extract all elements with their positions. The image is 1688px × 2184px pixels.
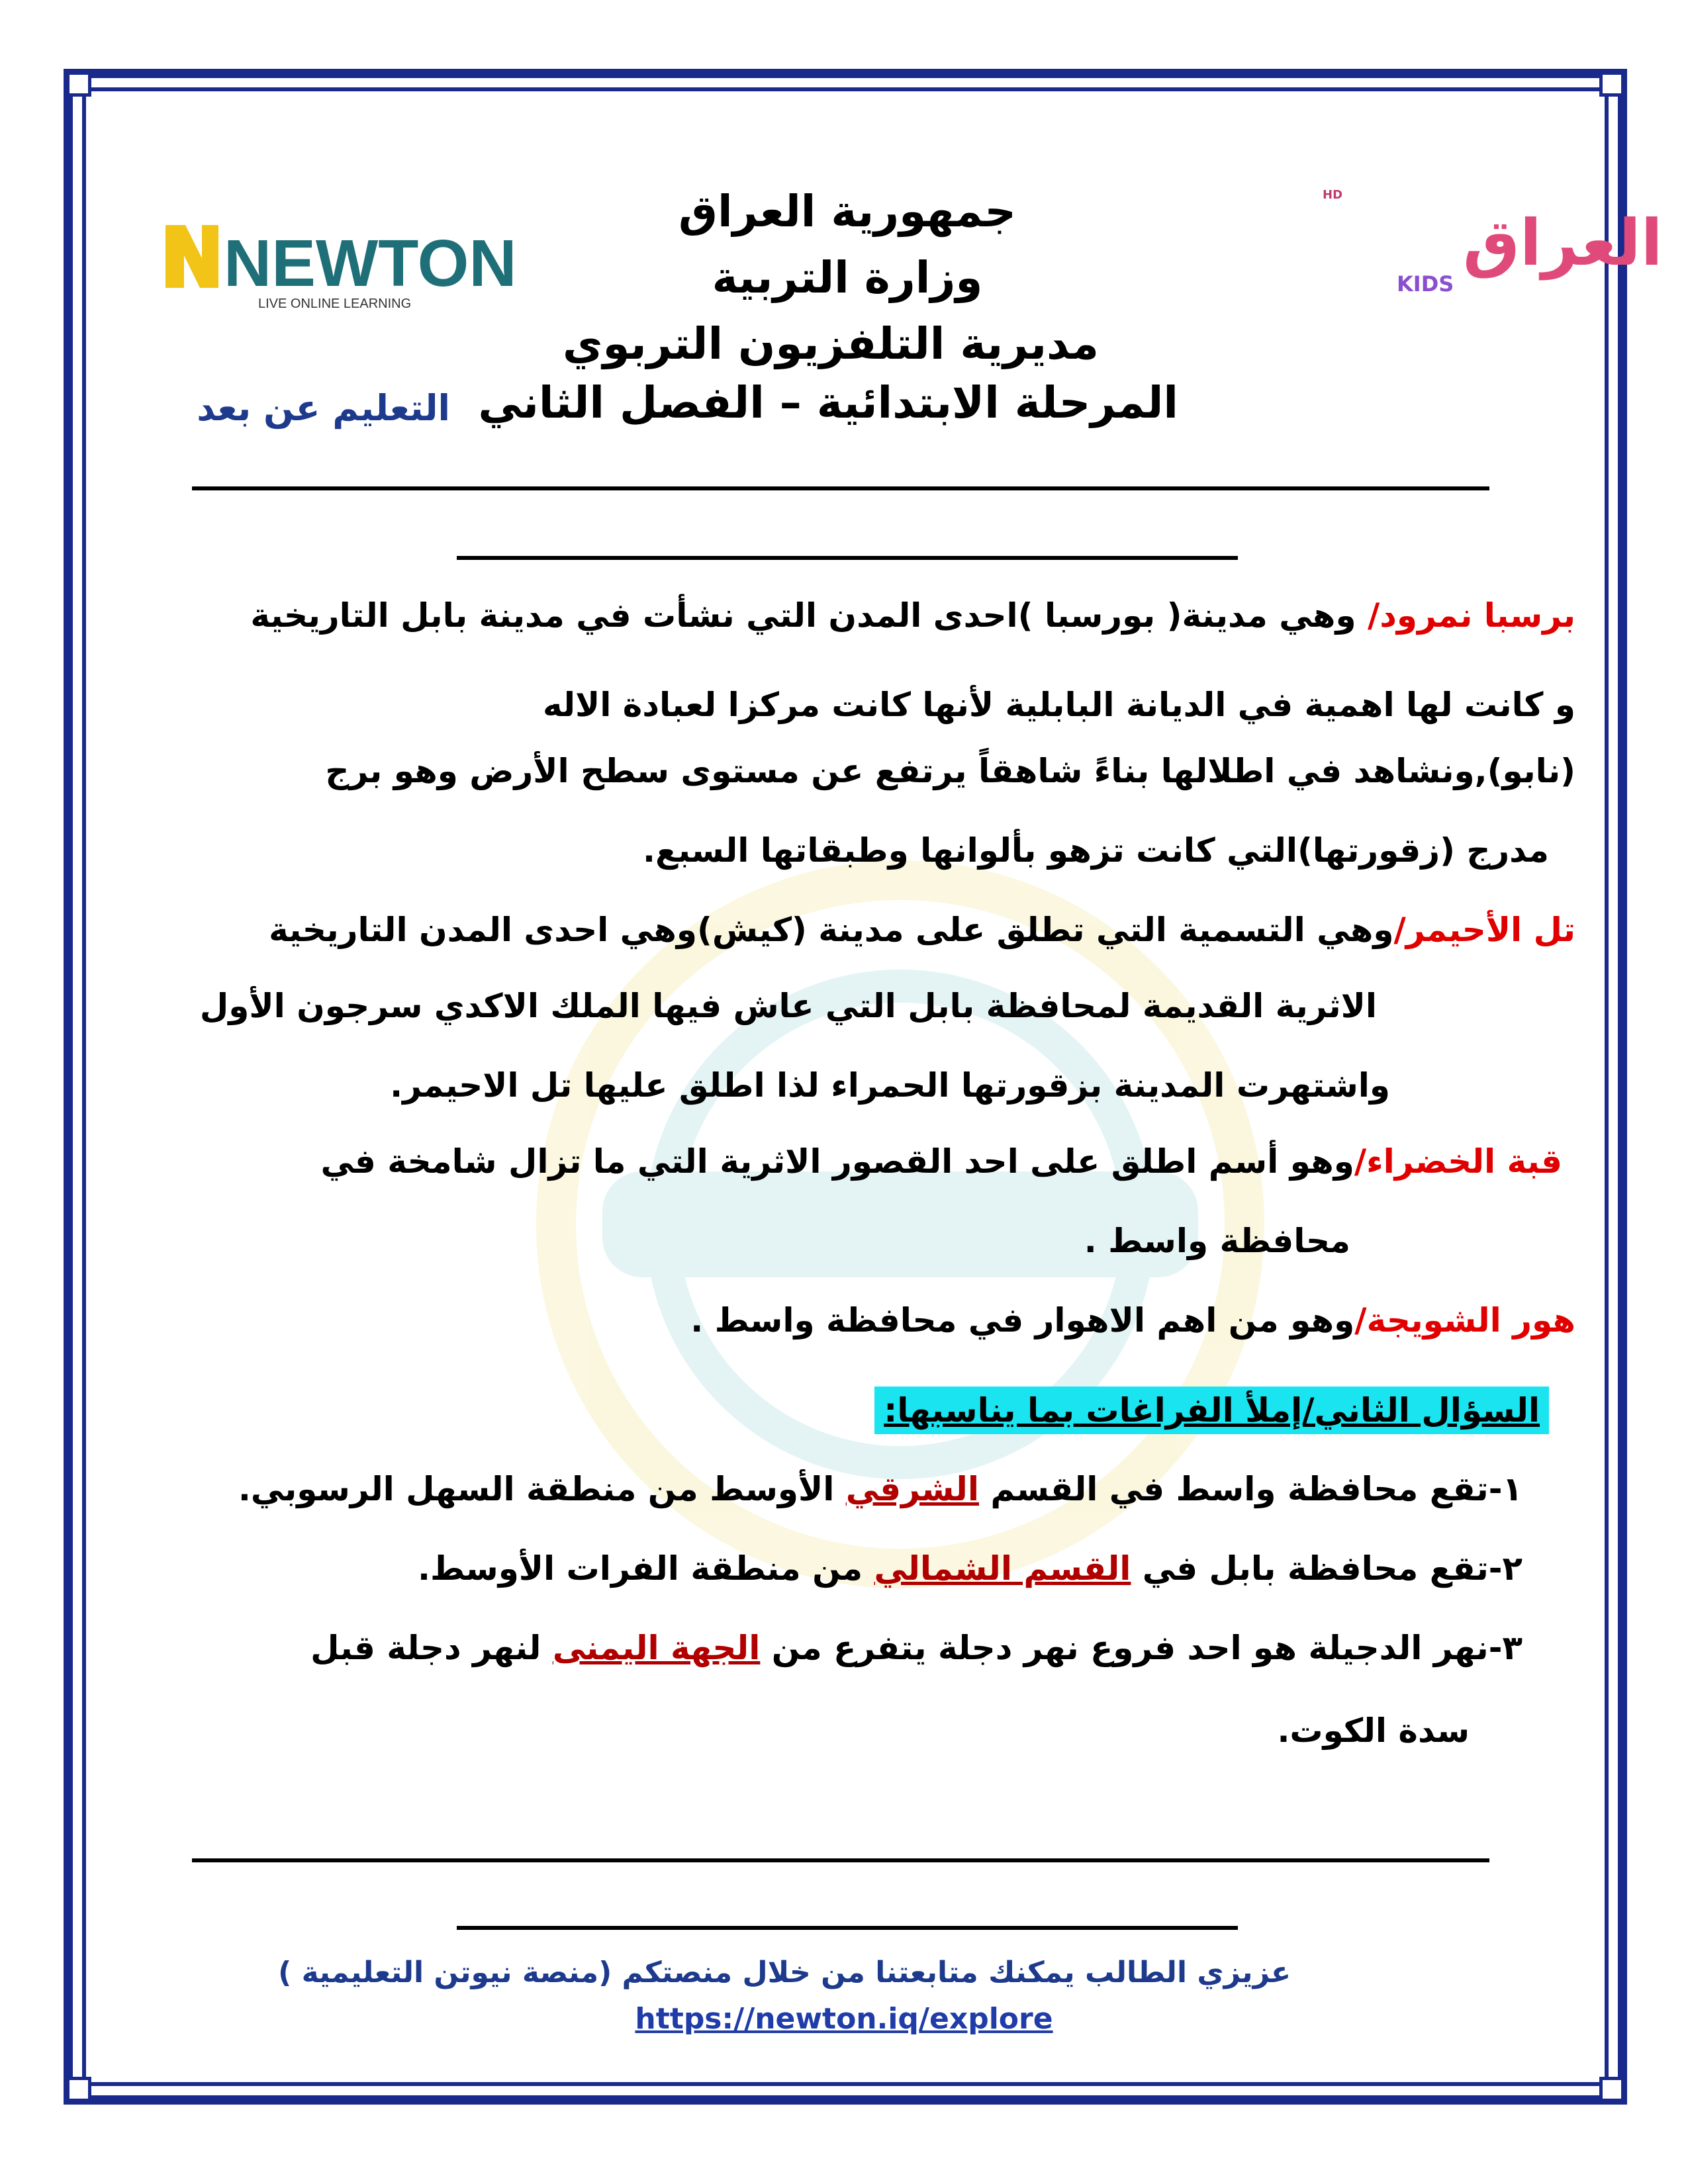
para-3-text: وهو أسم اطلق على احد القصور الاثرية التي ما تزال شامخة في [320, 1142, 1354, 1181]
para-2-line-3: واشتهرت المدينة بزقورتها الحمراء لذا اطلق عليها تل الاحيمر. [390, 1066, 1390, 1105]
question-title: السؤال الثاني/إملأ الفراغات بما يناسبها: [874, 1387, 1549, 1434]
newton-tagline: LIVE ONLINE LEARNING [258, 296, 412, 311]
footer-link[interactable]: https://newton.iq/explore [635, 2002, 1053, 2036]
para-1-line-4: مدرج (زقورتها)التي كانت تزهو بألوانها وطبقاتها السبع. [643, 831, 1549, 870]
term-borsippa: برسبا نمرود/ [1367, 596, 1575, 635]
para-4-line-1 [690, 1300, 1575, 1340]
para-2-line-1 [269, 910, 1575, 950]
para-2-line-2: الاثرية القديمة لمحافظة بابل التي عاش فيها الملك الاكدي سرجون الأول [199, 987, 1377, 1025]
question-3-text-a: ٣-نهر الدجيلة هو احد فروع نهر دجلة يتفرع من [760, 1629, 1523, 1667]
header-stage: المرحلة الابتدائية – الفصل الثاني [478, 377, 1178, 428]
para-1-line-2: و كانت لها اهمية في الديانة البابلية لأنها كانت مركزا لعبادة الاله [542, 686, 1575, 724]
question-3 [310, 1628, 1523, 1668]
newton-logo [165, 212, 517, 311]
footer-rule-long [192, 1858, 1489, 1862]
header-directorate: مديرية التلفزيون التربوي [563, 318, 1099, 369]
para-1-text: وهي مدينة( بورسبا )احدى المدن التي نشأت في مدينة بابل التاريخية [250, 596, 1368, 635]
header-rule-short [457, 556, 1238, 560]
term-shuwaija-marsh: هور الشويجة/ [1354, 1301, 1575, 1340]
iraq-kids-logo [1311, 185, 1663, 298]
question-3-text-b: لنهر دجلة قبل [310, 1629, 553, 1667]
footer-message: عزيزي الطالب يمكنك متابعتنا من خلال منصتكم (منصة نيوتن التعليمية ) [278, 1956, 1291, 1989]
para-3-line-1 [321, 1142, 1562, 1181]
answer-3: الجهة اليمنى [552, 1629, 761, 1667]
term-green-dome: قبة الخضراء/ [1354, 1142, 1562, 1181]
frame-corner-top-left [66, 71, 91, 97]
footer-rule-short [457, 1926, 1238, 1930]
header-rule-long [192, 486, 1489, 490]
para-3-line-2: محافظة واسط . [1084, 1222, 1350, 1260]
question-2-text-b: من منطقة الفرات الأوسط. [418, 1549, 874, 1588]
question-2-text-a: ٢-تقع محافظة بابل في [1131, 1549, 1523, 1588]
iraq-logo-text: العراق [1463, 206, 1663, 280]
frame-corner-bottom-right [1599, 2077, 1624, 2102]
question-2 [418, 1549, 1523, 1588]
para-1-line-1 [250, 596, 1575, 635]
para-2-text: وهي التسمية التي تطلق على مدينة (كيش)وهي احدى المدن التاريخية [269, 911, 1394, 949]
header-country: جمهورية العراق [679, 186, 1016, 237]
question-3-line-2: سدة الكوت. [1277, 1711, 1470, 1750]
question-1-text-a: ١-تقع محافظة واسط في القسم [978, 1470, 1523, 1508]
question-1 [238, 1469, 1523, 1509]
answer-1: الشرقي [845, 1470, 979, 1508]
para-4-text: وهو من اهم الاهوار في محافظة واسط . [690, 1301, 1355, 1340]
iraq-logo-hd: HD [1323, 188, 1343, 202]
header-ministry: وزارة التربية [712, 252, 983, 303]
frame-corner-top-right [1599, 71, 1624, 97]
answer-2: القسم الشمالي [874, 1549, 1131, 1588]
frame-corner-bottom-left [66, 2077, 91, 2102]
remote-learning-label: التعليم عن بعد [197, 387, 450, 429]
newton-logo-text: NEWTON [224, 226, 517, 300]
term-tell-al-uhaimir: تل الأحيمر/ [1393, 911, 1575, 949]
iraq-logo-kids: KIDS [1397, 271, 1454, 296]
para-1-line-3: (نابو),ونشاهد في اطلالها بناءً شاهقاً يرتفع عن مستوى سطح الأرض وهو برج [325, 752, 1575, 790]
question-1-text-b: الأوسط من منطقة السهل الرسوبي. [238, 1470, 846, 1508]
header-block [563, 179, 1099, 377]
